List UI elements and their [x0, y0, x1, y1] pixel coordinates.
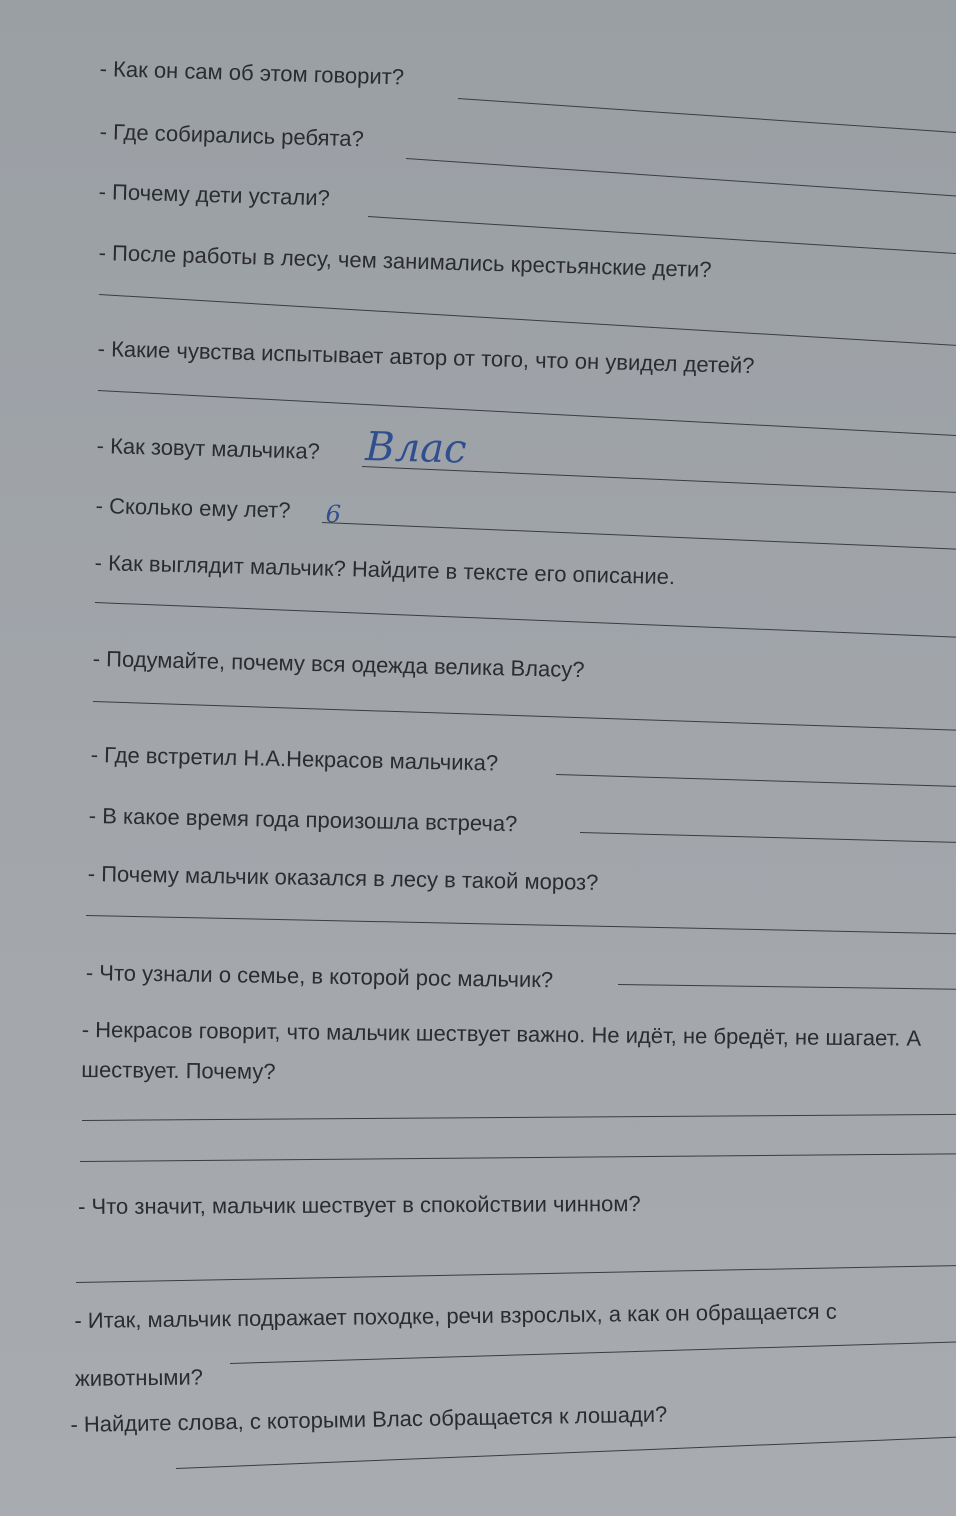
question-text: - Какие чувства испытывает автор от того, что он увидел детей? [97, 336, 755, 379]
question-text: - После работы в лесу, чем занимались крестьянские дети? [98, 240, 712, 283]
answer-line[interactable] [368, 216, 956, 254]
question-text: - Найдите слова, с которыми Влас обращается к лошади? [70, 1401, 668, 1437]
question-text: - В какое время года произошла встреча? [88, 803, 518, 837]
question-text: - Что значит, мальчик шествует в спокойствии чинном? [77, 1191, 641, 1219]
question-text: - Почему мальчик оказался в лесу в такой мороз? [87, 861, 599, 895]
answer-line[interactable] [93, 701, 956, 731]
question-text: - Сколько ему лет? [95, 493, 291, 523]
answer-line[interactable] [458, 98, 956, 133]
answer-line[interactable] [95, 602, 956, 638]
question-text: - Что узнали о семье, в которой рос мальчик? [85, 960, 554, 993]
answer-line[interactable] [580, 832, 956, 843]
answer-line[interactable] [98, 390, 956, 436]
answer-line[interactable] [80, 1153, 956, 1162]
question-text: - Итак, мальчик подражает походке, речи взрослых, а как он обращается с животными? [74, 1298, 837, 1391]
question-text: - Почему дети устали? [98, 179, 331, 211]
handwritten-answer: 6 [325, 500, 342, 529]
answer-line[interactable] [82, 1114, 956, 1121]
question-text: - Подумайте, почему вся одежда велика Власу? [92, 646, 585, 683]
answer-line[interactable] [322, 522, 956, 550]
question-text: - Некрасов говорит, что мальчик шествует важно. Не идёт, не бредёт, не шагает. А шествует. Почему? [81, 1016, 922, 1085]
handwritten-answer: Влас [364, 424, 468, 473]
answer-line[interactable] [99, 294, 956, 346]
question-text: - Где собирались ребята? [99, 119, 365, 152]
answer-line[interactable] [362, 466, 956, 493]
answer-line[interactable] [76, 1265, 956, 1283]
question-text: - Как он сам об этом говорит? [99, 56, 405, 90]
question-text: - Как зовут мальчика? [96, 433, 321, 464]
answer-line[interactable] [406, 158, 956, 197]
question-text: - Где встретил Н.А.Некрасов мальчика? [90, 742, 499, 776]
answer-line[interactable] [618, 984, 956, 990]
answer-line[interactable] [556, 774, 956, 787]
question-text: - Как выглядит мальчик? Найдите в тексте его описание. [94, 550, 676, 590]
answer-line[interactable] [86, 915, 956, 934]
